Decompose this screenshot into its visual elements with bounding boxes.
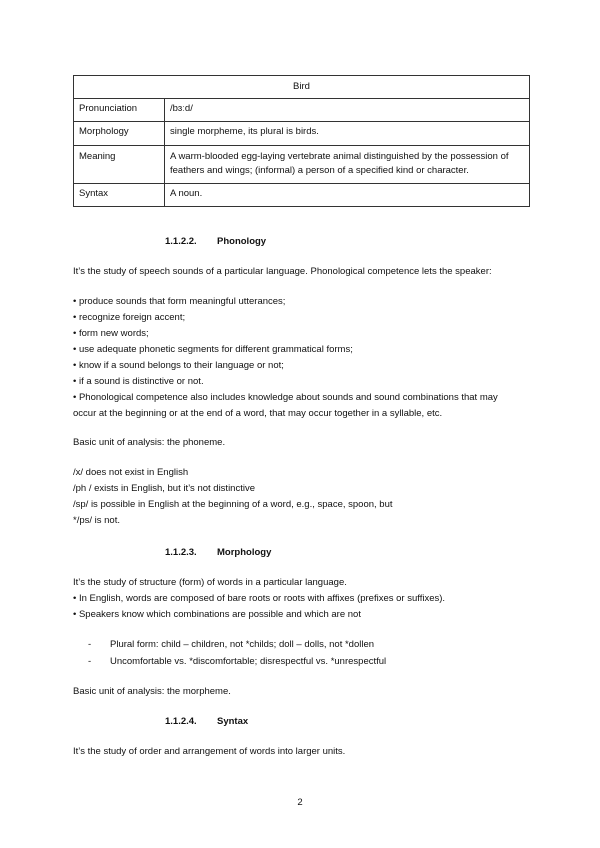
table-row [74, 122, 530, 146]
bullet-item: • know if a sound belongs to their language or not; [73, 360, 284, 371]
section-title: Morphology [217, 547, 272, 558]
table-row [74, 99, 530, 122]
section-number: 1.1.2.3. [165, 547, 197, 558]
morphology-line: • Speakers know which combinations are possible and which are not [73, 609, 361, 620]
section-title: Phonology [217, 236, 267, 247]
row-label: Morphology [74, 122, 165, 146]
morphology-line: • In English, words are composed of bare roots or roots with affixes (prefixes or suffixes). [73, 593, 446, 604]
bullet-continuation: occur at the beginning or at the end of a word, that may occur together in a syllable, etc. [73, 408, 443, 419]
row-value: A warm-blooded egg-laying vertebrate animal distinguished by the possession of feathers and wings; (informal) a person of a specified kind or character. [165, 146, 530, 184]
example-line: /sp/ is possible in English at the beginning of a word, e.g., space, spoon, but [73, 499, 393, 510]
dash-item: Plural form: child – children, not *childs; doll – dolls, not *dollen [110, 639, 375, 650]
bullet-item: • recognize foreign accent; [73, 312, 186, 323]
section-title: Syntax [217, 716, 249, 727]
definition-table [73, 75, 530, 207]
table-header: Bird [74, 76, 530, 99]
section-heading-syntax [165, 716, 248, 727]
dash-item: Uncomfortable vs. *discomfortable; disrespectful vs. *unrespectful [110, 656, 387, 667]
row-label: Pronunciation [74, 99, 165, 122]
table-row [74, 184, 530, 207]
row-value: /bɜːd/ [165, 99, 530, 122]
example-line: /x/ does not exist in English [73, 467, 189, 478]
section-heading-morphology [165, 547, 271, 558]
example-line: */ps/ is not. [73, 515, 120, 526]
section-number: 1.1.2.4. [165, 716, 197, 727]
dash-marker: - [88, 639, 92, 650]
table-row [74, 146, 530, 184]
bullet-item: • Phonological competence also includes knowledge about sounds and sound combinations that may [73, 392, 498, 403]
morphology-line: It’s the study of structure (form) of words in a particular language. [73, 577, 347, 588]
row-value: A noun. [165, 184, 530, 207]
row-value: single morpheme, its plural is birds. [165, 122, 530, 146]
page-number: 2 [297, 797, 303, 808]
section-heading-phonology [165, 236, 266, 247]
example-line: /ph / exists in English, but it’s not distinctive [73, 483, 255, 494]
bullet-item: • if a sound is distinctive or not. [73, 376, 204, 387]
bullet-item: • produce sounds that form meaningful utterances; [73, 296, 286, 307]
phonology-intro: It’s the study of speech sounds of a particular language. Phonological competence lets the speaker: [73, 266, 492, 277]
row-label: Syntax [74, 184, 165, 207]
bullet-item: • use adequate phonetic segments for different grammatical forms; [73, 344, 353, 355]
dash-marker: - [88, 656, 92, 667]
syntax-intro: It’s the study of order and arrangement of words into larger units. [73, 746, 346, 757]
bullet-item: • form new words; [73, 328, 149, 339]
unit-statement: Basic unit of analysis: the phoneme. [73, 437, 226, 448]
unit-statement: Basic unit of analysis: the morpheme. [73, 686, 231, 697]
section-number: 1.1.2.2. [165, 236, 197, 247]
row-label: Meaning [74, 146, 165, 184]
